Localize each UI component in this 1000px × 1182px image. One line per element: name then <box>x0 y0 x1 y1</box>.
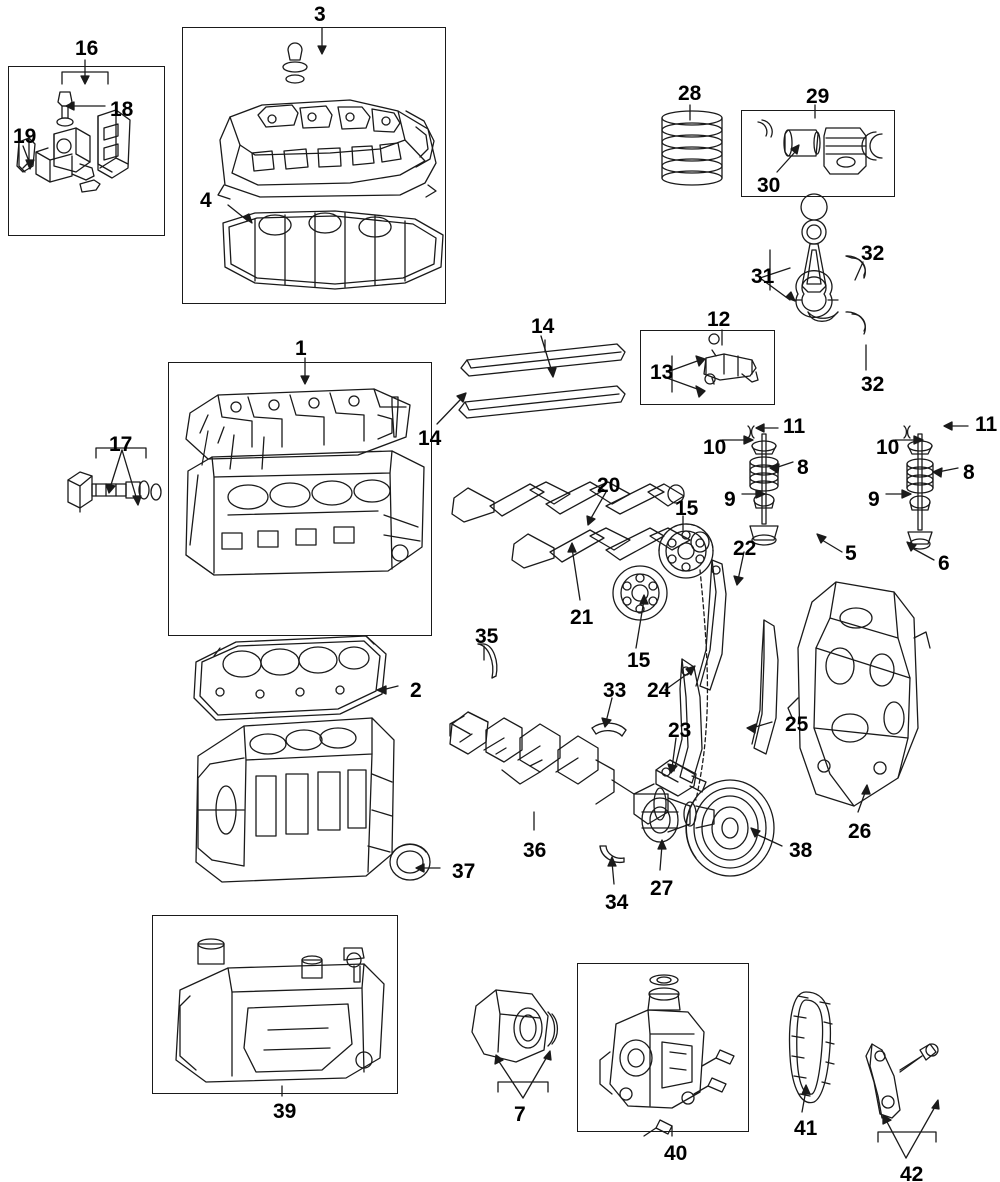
callout-18: 18 <box>110 98 134 121</box>
callout-17: 17 <box>109 433 133 456</box>
callout-1: 1 <box>295 337 307 360</box>
callout-6: 6 <box>938 552 950 575</box>
callout-23: 23 <box>668 719 692 742</box>
group-box-cylinder-head-cover <box>182 27 446 304</box>
callout-14-upper: 14 <box>531 315 555 338</box>
callout-13: 13 <box>650 361 674 384</box>
callout-9-intake: 9 <box>724 488 736 511</box>
callout-32-lower: 32 <box>861 373 885 396</box>
callout-32-upper: 32 <box>861 242 885 265</box>
callout-2: 2 <box>410 679 422 702</box>
callout-39: 39 <box>273 1100 297 1123</box>
callout-29: 29 <box>806 85 830 108</box>
callout-31: 31 <box>751 265 775 288</box>
callout-21: 21 <box>570 606 594 629</box>
callout-20: 20 <box>597 474 621 497</box>
callout-24: 24 <box>647 679 671 702</box>
group-box-oil-pan <box>152 915 398 1094</box>
callout-42: 42 <box>900 1163 924 1182</box>
callout-11-exhaust: 11 <box>975 413 998 436</box>
callout-19: 19 <box>13 125 37 148</box>
callout-9-exhaust: 9 <box>868 488 880 511</box>
callout-7: 7 <box>514 1103 526 1126</box>
callout-27: 27 <box>650 877 674 900</box>
callout-30: 30 <box>757 174 781 197</box>
callout-41: 41 <box>794 1117 818 1140</box>
callout-40: 40 <box>664 1142 688 1165</box>
callout-11-intake: 11 <box>783 415 806 438</box>
callout-3: 3 <box>314 3 326 26</box>
callout-37: 37 <box>452 860 476 883</box>
callout-38: 38 <box>789 839 813 862</box>
callout-8-exhaust: 8 <box>963 461 975 484</box>
callout-10-intake: 10 <box>703 436 727 459</box>
callout-15-upper: 15 <box>675 497 699 520</box>
callout-35: 35 <box>475 625 499 648</box>
callout-8-intake: 8 <box>797 456 809 479</box>
callout-16: 16 <box>75 37 99 60</box>
callout-12: 12 <box>707 308 731 331</box>
callout-25: 25 <box>785 713 809 736</box>
callout-22: 22 <box>733 537 757 560</box>
group-box-vtc-oil-control <box>8 66 165 236</box>
group-box-oil-pump <box>577 963 749 1132</box>
callout-34: 34 <box>605 891 629 914</box>
callout-15-lower: 15 <box>627 649 651 672</box>
callout-26: 26 <box>848 820 872 843</box>
callout-4: 4 <box>200 189 212 212</box>
callout-33: 33 <box>603 679 627 702</box>
group-box-cylinder-head <box>168 362 432 636</box>
callout-5: 5 <box>845 542 857 565</box>
callout-28: 28 <box>678 82 702 105</box>
callout-10-exhaust: 10 <box>876 436 900 459</box>
callout-36: 36 <box>523 839 547 862</box>
callout-14-lower: 14 <box>418 427 442 450</box>
